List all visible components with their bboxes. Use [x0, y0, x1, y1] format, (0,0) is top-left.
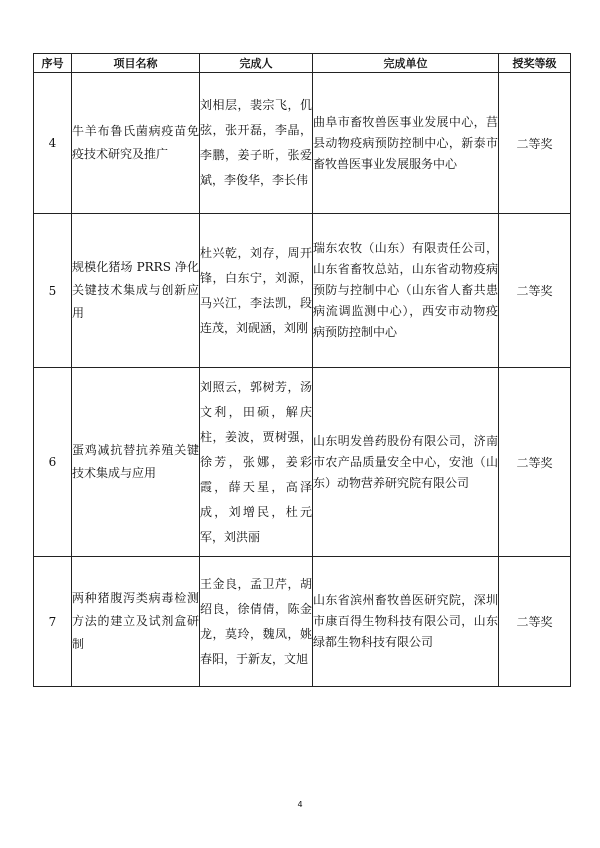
awards-table: [33, 53, 571, 687]
cell-people: 刘照云，郭树芳，汤文利，田硕，解庆柱，姜波，贾树强，徐芳，张娜，姜彩霞，薛天星，高泽成，刘增民，杜元军，刘洪丽: [200, 368, 313, 557]
page-number: 4: [297, 800, 303, 809]
table-row: [34, 73, 571, 214]
cell-project-name: 规模化猪场 PRRS 净化关键技术集成与创新应用: [72, 214, 200, 368]
table-header-row: [34, 54, 571, 73]
cell-project-name: 牛羊布鲁氏菌病疫苗免疫技术研究及推广: [72, 73, 200, 214]
cell-unit: 山东明发兽药股份有限公司，济南市农产品质量安全中心，安池（山东）动物营养研究院有限公司: [313, 368, 499, 557]
cell-grade: 二等奖: [499, 73, 571, 214]
cell-people: 刘相层，裴宗飞，仉弦，张开磊，李晶，李鹏，姜子昕，张爱斌，李俊华，李长伟: [200, 73, 313, 214]
cell-project-name: 两种猪腹泻类病毒检测方法的建立及试剂盒研制: [72, 557, 200, 687]
table-row: [34, 368, 571, 557]
cell-seq: 4: [34, 73, 72, 214]
header-seq: 序号: [34, 54, 72, 73]
table-row: [34, 214, 571, 368]
cell-people: 杜兴乾，刘存，周开锋，白东宁，刘源，马兴江，李法凯，段连茂，刘砚涵，刘刚: [200, 214, 313, 368]
header-grade: 授奖等级: [499, 54, 571, 73]
cell-unit: 曲阜市畜牧兽医事业发展中心，莒县动物疫病预防控制中心，新泰市畜牧兽医事业发展服务中心: [313, 73, 499, 214]
cell-unit: 山东省滨州畜牧兽医研究院，深圳市康百得生物科技有限公司，山东绿都生物科技有限公司: [313, 557, 499, 687]
cell-grade: 二等奖: [499, 368, 571, 557]
cell-seq: 7: [34, 557, 72, 687]
cell-people: 王金良，孟卫芹，胡绍良，徐倩倩，陈金龙，莫玲，魏凤，姚春阳，于新友，文旭: [200, 557, 313, 687]
cell-seq: 6: [34, 368, 72, 557]
cell-seq: 5: [34, 214, 72, 368]
header-unit: 完成单位: [313, 54, 499, 73]
cell-unit: 瑞东农牧（山东）有限责任公司，山东省畜牧总站，山东省动物疫病预防与控制中心（山东省人畜共患病流调监测中心），西安市动物疫病预防控制中心: [313, 214, 499, 368]
header-project-name: 项目名称: [72, 54, 200, 73]
header-people: 完成人: [200, 54, 313, 73]
cell-project-name: 蛋鸡减抗替抗养殖关键技术集成与应用: [72, 368, 200, 557]
cell-grade: 二等奖: [499, 214, 571, 368]
table-row: [34, 557, 571, 687]
cell-grade: 二等奖: [499, 557, 571, 687]
